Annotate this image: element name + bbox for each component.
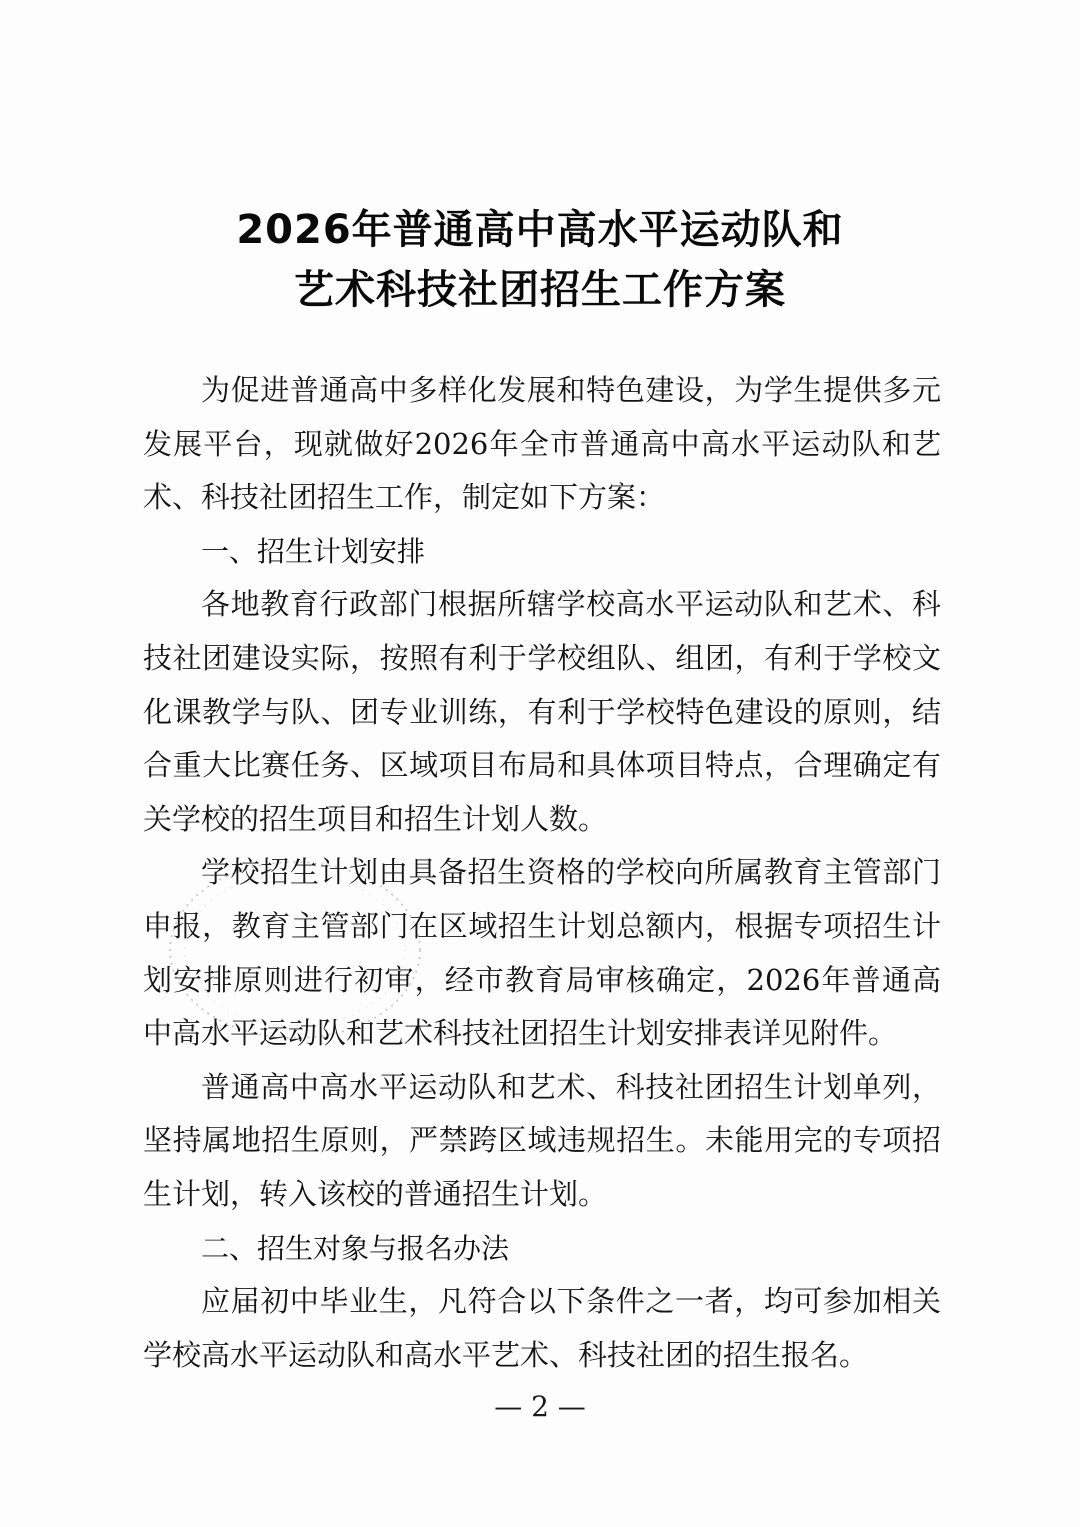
document-body [143,364,941,1382]
paragraph-intro: 为促进普通高中多样化发展和特色建设，为学生提供多元发展平台，现就做好2026年全市普通高中高水平运动队和艺术、科技社团招生工作，制定如下方案： [143,373,941,515]
document-title-line-2: 艺术科技社团招生工作方案 [294,267,786,313]
paragraph-eligibility: 应届初中毕业生，凡符合以下条件之一者，均可参加相关学校高水平运动队和高水平艺术、科技社团的招生报名。 [143,1284,941,1372]
paragraph-plan-separate: 普通高中高水平运动队和艺术、科技社团招生计划单列，坚持属地招生原则，严禁跨区域违规招生。未能用完的专项招生计划，转入该校的普通招生计划。 [143,1069,941,1211]
paragraph-plan-principles: 各地教育行政部门根据所辖学校高水平运动队和艺术、科技社团建设实际，按照有利于学校组队、组团，有利于学校文化课教学与队、团专业训练，有利于学校特色建设的原则，结合重大比赛任务、区域项目布局和具体项目特点，合理确定有关学校的招生项目和招生计划人数。 [143,587,941,836]
page-number: — 2 — [494,1390,586,1423]
section-heading-2: 二、招生对象与报名办法 [201,1231,510,1265]
document-title-line-1: 2026年普通高中高水平运动队和 [236,207,844,253]
paragraph-plan-approval: 学校招生计划由具备招生资格的学校向所属教育主管部门申报，教育主管部门在区域招生计划总额内，根据专项招生计划安排原则进行初审，经市教育局审核确定，2026年普通高中高水平运动队和艺术科技社团招生计划安排表详见附件。 [143,855,941,1051]
section-heading-1: 一、招生计划安排 [201,534,426,568]
